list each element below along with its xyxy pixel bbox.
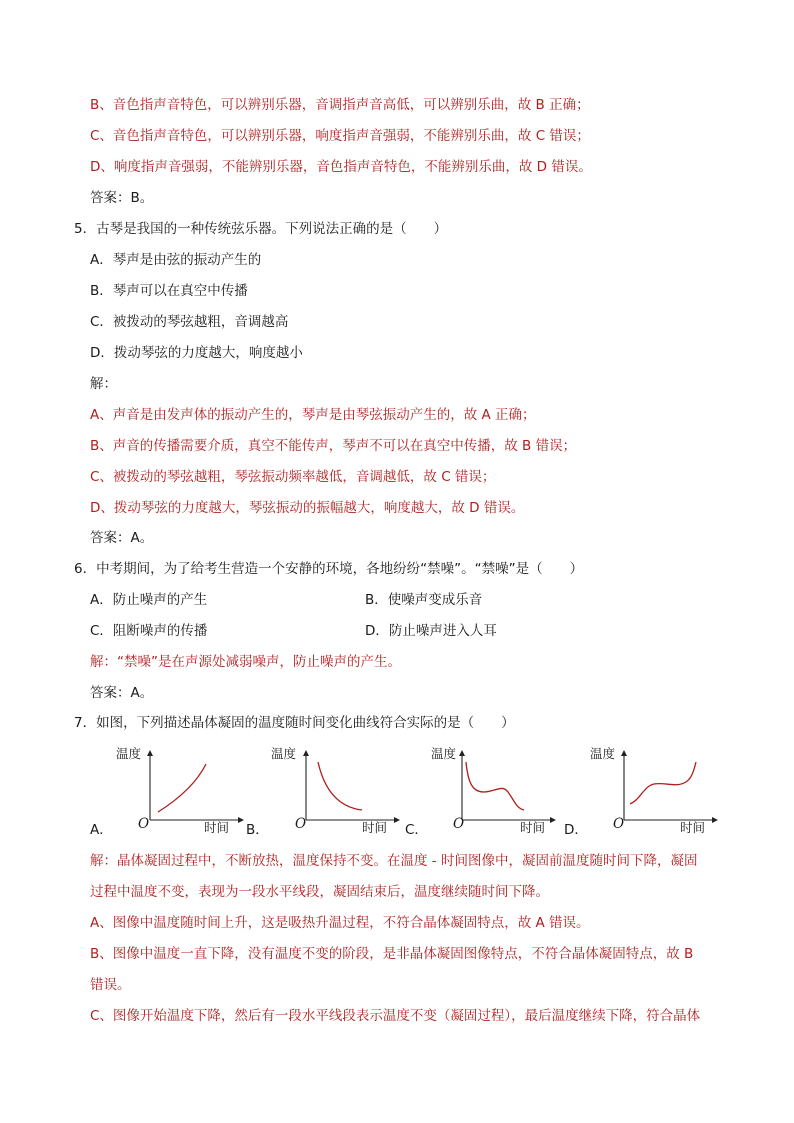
graph-c-x-arrow: [550, 817, 556, 823]
graph-a-option: A．: [90, 822, 113, 838]
q5-stem: 5．古琴是我国的一种传统弦乐器。下列说法正确的是（ ）: [74, 221, 448, 237]
graph-d-xlabel: 时间: [680, 820, 706, 835]
graph-d-origin: O: [613, 816, 625, 832]
graph-c-option: C．: [405, 822, 428, 838]
q5-explanation-b: B、声音的传播需要介质，真空不能传声，琴声不可以在真空中传播，故 B 错误；: [90, 438, 577, 454]
graph-c-ylabel: 温度: [431, 746, 457, 761]
graph-a-xlabel: 时间: [204, 820, 230, 835]
q7-stem: 7．如图，下列描述晶体凝固的温度随时间变化曲线符合实际的是（ ）: [74, 715, 515, 731]
graph-d-option: D．: [564, 822, 588, 838]
prev-explanation-d: D、响度指声音强弱，不能辨别乐器，音色指声音特色，不能辨别乐曲，故 D 错误。: [90, 159, 592, 175]
q7-explanation-b-cont: 错误。: [90, 977, 131, 993]
graph-c-curve: [466, 762, 524, 810]
q7-explanation-a: A、图像中温度随时间上升，这是吸热升温过程，不符合晶体凝固特点，故 A 错误。: [90, 915, 590, 931]
q6-option-d: D．防止噪声进入人耳: [365, 623, 497, 639]
graph-c-y-arrow: [459, 750, 465, 756]
q5-option-a: A．琴声是由弦的振动产生的: [90, 252, 262, 268]
q7-explanation-c: C、图像开始温度下降，然后有一段水平线段表示温度不变（凝固过程），最后温度继续下降，符合晶体: [90, 1008, 701, 1024]
graph-c-origin: O: [453, 816, 465, 832]
graph-a-y-arrow: [147, 750, 153, 756]
q5-explanation-c: C、被拨动的琴弦越粗，琴弦振动频率越低，音调越低，故 C 错误；: [90, 469, 496, 485]
q6-option-b: B．使噪声变成乐音: [365, 592, 483, 608]
graph-b-curve: [318, 762, 362, 810]
q5-answer: 答案：A。: [90, 530, 154, 546]
graph-a-curve: [158, 764, 206, 812]
q6-stem: 6．中考期间，为了给考生营造一个安静的环境，各地纷纷“禁噪”。“禁噪”是（ ）: [74, 561, 584, 577]
graph-b-option: B．: [246, 822, 269, 838]
graph-c-xlabel: 时间: [520, 820, 546, 835]
graph-d-x-arrow: [712, 817, 718, 823]
graph-d-curve: [630, 762, 696, 804]
q7-explanation-2: 过程中温度不变，表现为一段水平线段，凝固结束后，温度继续随时间下降。: [90, 884, 549, 900]
q5-option-b: B．琴声可以在真空中传播: [90, 283, 248, 299]
graph-d-ylabel: 温度: [590, 746, 616, 761]
prev-explanation-b: B、音色指声音特色，可以辨别乐器，音调指声音高低，可以辨别乐曲，故 B 正确；: [90, 97, 590, 113]
q6-option-c: C．阻断噪声的传播: [90, 623, 208, 639]
q7-explanation-b: B、图像中温度一直下降，没有温度不变的阶段，是非晶体凝固图像特点，不符合晶体凝固特点，故 B: [90, 946, 694, 962]
q7-explanation-1: 解：晶体凝固过程中，不断放热，温度保持不变。在温度 - 时间图像中，凝固前温度随时间下降，凝固: [90, 853, 698, 869]
q5-explanation-d: D、拨动琴弦的力度越大，琴弦振动的振幅越大，响度越大，故 D 错误。: [90, 500, 525, 516]
q6-answer: 答案：A。: [90, 685, 154, 701]
q5-option-c: C．被拨动的琴弦越粗，音调越高: [90, 314, 289, 330]
q5-explanation-a: A、声音是由发声体的振动产生的，琴声是由琴弦振动产生的，故 A 正确；: [90, 407, 536, 423]
q5-solution-label: 解：: [90, 376, 117, 392]
prev-answer: 答案：B。: [90, 190, 154, 206]
graph-b-y-arrow: [303, 750, 309, 756]
graph-b-origin: O: [295, 816, 307, 832]
graph-b-xlabel: 时间: [362, 820, 388, 835]
q5-option-d: D．拨动琴弦的力度越大，响度越小: [90, 345, 303, 361]
q6-option-a: A．防止噪声的产生: [90, 592, 208, 608]
graph-a-ylabel: 温度: [116, 746, 142, 761]
prev-explanation-c: C、音色指声音特色，可以辨别乐器，响度指声音强弱，不能辨别乐曲，故 C 错误；: [90, 128, 590, 144]
graph-b-ylabel: 温度: [271, 746, 297, 761]
graph-d-y-arrow: [621, 750, 627, 756]
q6-explanation: 解：“禁噪”是在声源处减弱噪声，防止噪声的产生。: [90, 654, 401, 670]
graph-a-origin: O: [138, 816, 150, 832]
